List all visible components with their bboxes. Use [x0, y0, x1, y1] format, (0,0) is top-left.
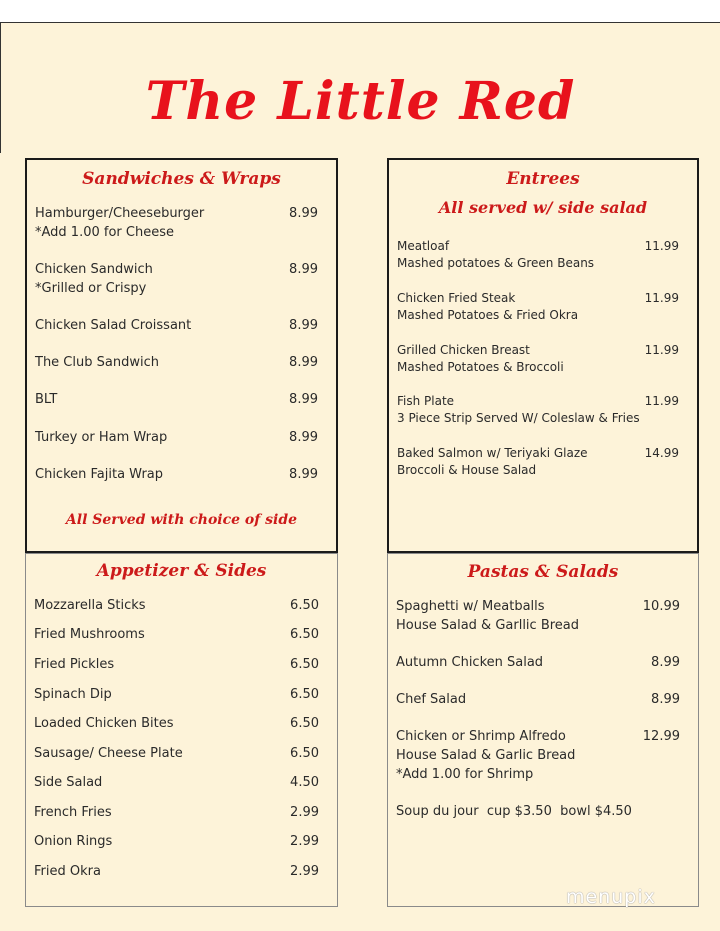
item-note: House Salad & Garllic Bread	[396, 618, 580, 633]
item-price: 14.99	[644, 446, 679, 460]
item-name: Side Salad	[34, 775, 103, 790]
item-name: Hamburger/Cheeseburger	[35, 206, 205, 221]
restaurant-title: The Little Red	[145, 71, 576, 132]
item-name: Grilled Chicken Breast	[397, 343, 530, 357]
section-title: Sandwiches & Wraps	[82, 169, 281, 189]
item-price: 11.99	[644, 343, 679, 357]
item-name: Meatloaf	[397, 239, 450, 253]
item-name: Mozzarella Sticks	[34, 598, 146, 613]
item-price: 10.99	[642, 599, 680, 614]
item-name: Chicken Fried Steak	[397, 291, 516, 305]
item-note: *Add 1.00 for Shrimp	[396, 767, 534, 782]
item-price: 6.50	[290, 687, 319, 702]
item-price: 8.99	[289, 392, 318, 407]
section-title: Pastas & Salads	[467, 562, 619, 582]
item-note: *Add 1.00 for Cheese	[35, 225, 174, 240]
item-name: BLT	[35, 392, 58, 407]
item-name: Spaghetti w/ Meatballs	[396, 599, 545, 614]
item-name: Onion Rings	[34, 834, 113, 849]
item-price: 11.99	[644, 394, 679, 408]
item-price: 11.99	[644, 291, 679, 305]
item-note: Broccoli & House Salad	[397, 463, 537, 477]
item-price: 2.99	[290, 805, 319, 820]
item-name: The Club Sandwich	[35, 355, 159, 370]
item-note: 3 Piece Strip Served W/ Coleslaw & Fries	[397, 411, 640, 425]
sandwiches-section	[25, 158, 338, 553]
pastas-section	[387, 553, 699, 907]
section-subtitle: All served w/ side salad	[438, 198, 648, 217]
item-name: Chef Salad	[396, 692, 467, 707]
item-name: Chicken Sandwich	[35, 262, 153, 277]
item-price: 6.50	[290, 746, 319, 761]
item-name: Fried Pickles	[34, 657, 115, 672]
item-price: 8.99	[289, 318, 318, 333]
item-name: Chicken Fajita Wrap	[35, 467, 164, 482]
item-price: 8.99	[651, 692, 680, 707]
item-price: 6.50	[290, 716, 319, 731]
item-name: Fish Plate	[397, 394, 455, 408]
section-title: Appetizer & Sides	[96, 561, 267, 581]
item-note: Mashed Potatoes & Fried Okra	[397, 308, 579, 322]
item-name: Baked Salmon w/ Teriyaki Glaze	[397, 446, 588, 460]
item-price: 12.99	[642, 729, 680, 744]
item-price: 6.50	[290, 627, 319, 642]
item-name: Chicken or Shrimp Alfredo	[396, 729, 566, 744]
item-name: Spinach Dip	[34, 687, 112, 702]
item-name: French Fries	[34, 805, 112, 820]
entrees-section	[387, 158, 699, 553]
item-price: 8.99	[651, 655, 680, 670]
item-note: House Salad & Garlic Bread	[396, 748, 576, 763]
item-price: 6.50	[290, 598, 319, 613]
item-name: Chicken Salad Croissant	[35, 318, 192, 333]
item-name: Autumn Chicken Salad	[396, 655, 544, 670]
item-name: Turkey or Ham Wrap	[35, 430, 168, 445]
item-note: Mashed potatoes & Green Beans	[397, 256, 595, 270]
item-price: 2.99	[290, 834, 319, 849]
item-price: 8.99	[289, 262, 318, 277]
item-price: 2.99	[290, 864, 319, 879]
item-price: 8.99	[289, 430, 318, 445]
appetizers-section	[25, 553, 338, 907]
section-note: All Served with choice of side	[65, 512, 298, 528]
section-title: Entrees	[506, 169, 580, 189]
header-banner	[0, 22, 720, 154]
item-note: Mashed Potatoes & Broccoli	[397, 360, 564, 374]
item-price: 8.99	[289, 355, 318, 370]
item-name: Loaded Chicken Bites	[34, 716, 174, 731]
item-price: 11.99	[644, 239, 679, 253]
item-price: 4.50	[290, 775, 319, 790]
item-name: Soup du jour cup $3.50 bowl $4.50	[396, 804, 632, 819]
item-price: 8.99	[289, 467, 318, 482]
item-name: Sausage/ Cheese Plate	[34, 746, 183, 761]
item-price: 8.99	[289, 206, 318, 221]
item-name: Fried Okra	[34, 864, 101, 879]
item-price: 6.50	[290, 657, 319, 672]
item-name: Fried Mushrooms	[34, 627, 145, 642]
menupix-watermark: menupix	[566, 886, 656, 908]
item-note: *Grilled or Crispy	[35, 281, 147, 296]
